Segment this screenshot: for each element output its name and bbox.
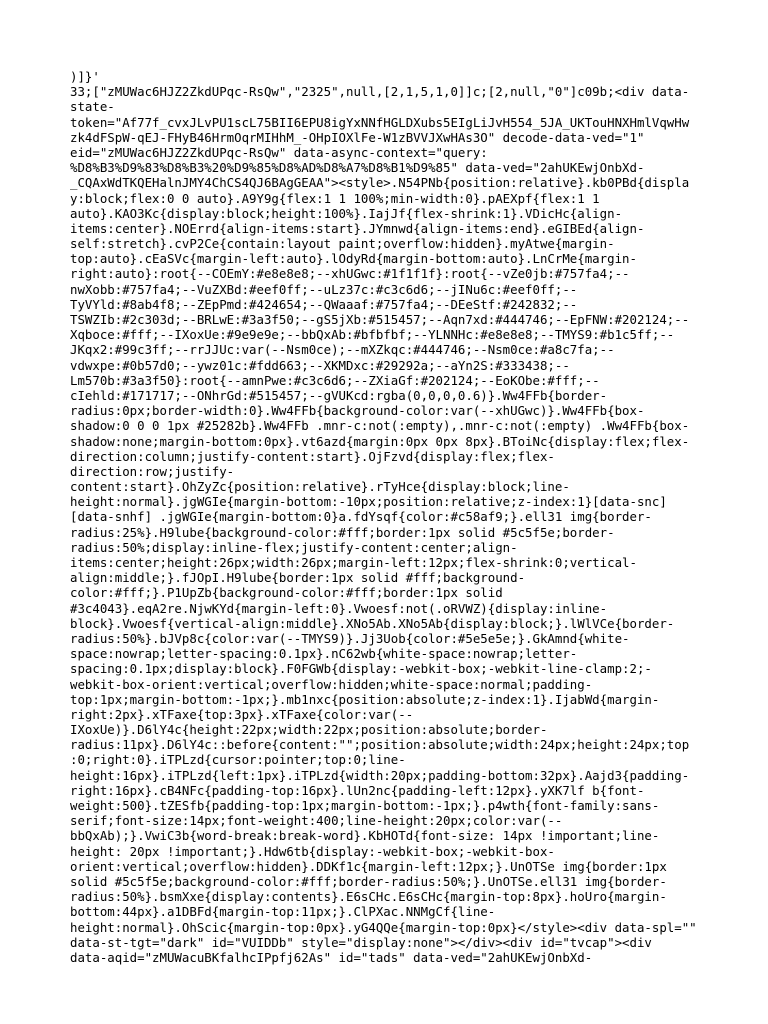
text-line: color:#fff;}.P1UpZb{background-color:#fff;border:1px solid: [70, 585, 503, 601]
text-line: Lm570b:#3a3f50}:root{--amnPwe:#c3c6d6;--ZXiaGf:#202124;--EoKObe:#fff;--: [70, 372, 600, 388]
text-line: serif;font-size:14px;font-weight:400;line-height:20px;color:var(--: [70, 813, 563, 829]
text-line: radius:50%}.bsmXxe{display:contents}.E6sCHc.E6sCHc{margin-top:8px}.hoUro{margin-: [70, 889, 667, 905]
text-line: height:16px}.iTPLzd{left:1px}.iTPLzd{width:20px;padding-bottom:32px}.Aajd3{padding-: [70, 767, 690, 783]
text-line: Xqboce:#fff;--IXoxUe:#9e9e9e;--bbQxAb:#bfbfbf;--YLNNHc:#e8e8e8;--TMYS9:#b1c5ff;--: [70, 327, 675, 343]
text-line: state-: [70, 99, 115, 115]
text-line: content:start}.OhZyZc{position:relative}.rTyHce{display:block;line-: [70, 479, 570, 495]
raw-response-text: [70, 69, 720, 965]
text-line: vdwxpe:#0b57d0;--ywz01c:#fdd663;--XKMDxc:#29292a;--aYn2S:#333438;--: [70, 357, 570, 373]
text-line: radius:25%}.H9lube{background-color:#fff;border:1px solid #5c5f5e;border-: [70, 524, 615, 540]
text-line: self:stretch}.cvP2Ce{contain:layout paint;overflow:hidden}.myAtwe{margin-: [70, 236, 615, 252]
text-line: [data-snhf] .jgWGIe{margin-bottom:0}a.fdYsqf{color:#c58af9;}.ell31 img{border-: [70, 509, 652, 525]
text-line: webkit-box-orient:vertical;overflow:hidden;white-space:normal;padding-: [70, 676, 593, 692]
text-line: #3c4043}.eqA2re.NjwKYd{margin-left:0}.Vwoesf:not(.oRVWZ){display:inline-: [70, 600, 608, 616]
text-line: data-aqid="zMUWacuBKfalhcIPpfj62As" id="tads" data-ved="2ahUKEwjOnbXd-: [70, 949, 593, 965]
text-line: )]}': [70, 69, 100, 84]
text-line: data-st-tgt="dark" id="VUIDDb" style="display:none"></div><div id="tvcap"><div: [70, 934, 652, 950]
text-line: orient:vertical;overflow:hidden}.DDKf1c{margin-left:12px;}.UnOTSe img{border:1px: [70, 858, 667, 874]
text-line: radius:50%;display:inline-flex;justify-content:center;align-: [70, 539, 518, 555]
text-line: eid="zMUWac6HJZ2ZkdUPqc-RsQw" data-async-context="query:: [70, 144, 488, 160]
text-line: space:nowrap;letter-spacing:0.1px}.nC62wb{white-space:nowrap;letter-: [70, 646, 578, 662]
text-line: y:block;flex:0 0 auto}.A9Y9g{flex:1 1 100%;min-width:0}.pAEXpf{flex:1 1: [70, 190, 600, 206]
text-line: %D8%B3%D9%83%D8%B3%20%D9%85%D8%AD%D8%A7%D8%B1%D9%85" data-ved="2ahUKEwjOnbXd-: [70, 160, 645, 176]
text-line: height:normal}.jgWGIe{margin-bottom:-10px;position:relative;z-index:1}[data-snc]: [70, 494, 667, 510]
text-line: radius:11px}.D6lY4c::before{content:"";position:absolute;width:24px;height:24px;top: [70, 737, 690, 753]
text-line: TyVYld:#8ab4f8;--ZEpPmd:#424654;--QWaaaf:#757fa4;--DEeStf:#242832;--: [70, 296, 578, 312]
text-line: weight:500}.tZESfb{padding-top:1px;margin-bottom:-1px;}.p4wth{font-family:sans-: [70, 798, 660, 813]
text-line: height: 20px !important;}.Hdw6tb{display:-webkit-box;-webkit-box-: [70, 843, 555, 859]
text-line: _CQAxWdTKQEHalnJMY4ChCS4QJ6BAgGEAA"><style>.N54PNb{position:relative}.kb0PBd{displa: [70, 175, 690, 191]
text-line: :0;right:0}.iTPLzd{cursor:pointer;top:0;line-: [70, 752, 406, 768]
text-line: token="Af77f_cvxJLvPU1scL75BII6EPU8igYxNNfHGLDXubs5EIgLiJvH554_5JA_UKTouHNXHmlVqwHw: [70, 114, 690, 130]
text-line: block}.Vwoesf{vertical-align:middle}.XNo5Ab.XNo5Ab{display:block;}.lWlVCe{border-: [70, 615, 675, 631]
text-line: items:center;height:26px;width:26px;margin-left:12px;flex-shrink:0;vertical-: [70, 555, 637, 570]
text-line: right:16px}.cB4NFc{padding-top:16px}.lUn2nc{padding-left:12px}.yXK7lf b{font-: [70, 782, 645, 798]
text-line: 33;["zMUWac6HJZ2ZkdUPqc-RsQw","2325",null,[2,1,5,1,0]]c;[2,null,"0"]c09b;<div data-: [70, 84, 690, 100]
text-line: solid #5c5f5e;background-color:#fff;border-radius:50%;}.UnOTSe.ell31 img{border-: [70, 873, 667, 889]
text-line: top:auto}.cEaSVc{margin-left:auto}.lOdyRd{margin-bottom:auto}.LnCrMe{margin-: [70, 251, 637, 267]
text-line: zk4dFSpW-qEJ-FHyB46HrmOqrMIHhM_-OHpIOXlFe-W1zBVVJXwHAs3O" decode-data-ved="1": [70, 129, 645, 145]
text-line: JKqx2:#99c3ff;--rrJJUc:var(--Nsm0ce);--mXZkqc:#444746;--Nsm0ce:#a8c7fa;--: [70, 342, 615, 358]
text-line: TSWZIb:#2c303d;--BRLwE:#3a3f50;--gS5jXb:#515457;--Aqn7xd:#444746;--EpFNW:#202124;--: [70, 312, 690, 327]
text-line: IXoxUe)}.D6lY4c{height:22px;width:22px;position:absolute;border-: [70, 722, 548, 738]
text-line: cIehld:#171717;--ONhrGd:#515457;--gVUKcd:rgba(0,0,0,0.6)}.Ww4FFb{border-: [70, 387, 608, 403]
text-line: nwXobb:#757fa4;--VuZXBd:#eef0ff;--uLz37c:#c3c6d6;--jINu6c:#eef0ff;--: [70, 281, 578, 297]
text-line: spacing:0.1px;display:block}.F0FGWb{display:-webkit-box;-webkit-line-clamp:2;-: [70, 661, 652, 677]
text-line: direction:column;justify-content:start}.OjFzvd{display:flex;flex-: [70, 448, 555, 464]
text-line: items:center}.NOErrd{align-items:start}.JYmnwd{align-items:end}.eGIBEd{align-: [70, 220, 645, 236]
text-line: height:normal}.OhScic{margin-top:0px}.yG4QQe{margin-top:0px}</style><div data-spl="": [70, 919, 697, 935]
text-line: shadow:0 0 0 1px #25282b}.Ww4FFb .mnr-c:not(:empty),.mnr-c:not(:empty) .Ww4FFb{box-: [70, 418, 690, 434]
text-line: radius:50%}.bJVp8c{color:var(--TMYS9)}.Jj3Uob{color:#5e5e5e;}.GkAmnd{white-: [70, 630, 630, 646]
text-line: direction:row;justify-: [70, 463, 235, 479]
text-line: right:auto}:root{--COEmY:#e8e8e8;--xhUGwc:#1f1f1f}:root{--vZe0jb:#757fa4;--: [70, 266, 630, 282]
text-line: radius:0px;border-width:0}.Ww4FFb{background-color:var(--xhUGwc)}.Ww4FFb{box-: [70, 403, 645, 419]
text-line: align:middle;}.fJOpI.H9lube{border:1px solid #fff;background-: [70, 570, 526, 586]
text-line: right:2px}.xTFaxe{top:3px}.xTFaxe{color:var(--: [70, 706, 414, 722]
text-line: bbQxAb);}.VwiC3b{word-break:break-word}.KbHOTd{font-size: 14px !important;line-: [70, 828, 660, 844]
text-line: shadow:none;margin-bottom:0px}.vt6azd{margin:0px 0px 8px}.BToiNc{display:flex;flex-: [70, 433, 690, 449]
text-line: top:1px;margin-bottom:-1px;}.mb1nxc{position:absolute;z-index:1}.IjabWd{margin-: [70, 691, 660, 707]
text-line: auto}.KAO3Kc{display:block;height:100%}.IajJf{flex-shrink:1}.VDicHc{align-: [70, 205, 623, 221]
text-line: bottom:44px}.a1DBFd{margin-top:11px;}.ClPXac.NNMgCf{line-: [70, 904, 496, 920]
